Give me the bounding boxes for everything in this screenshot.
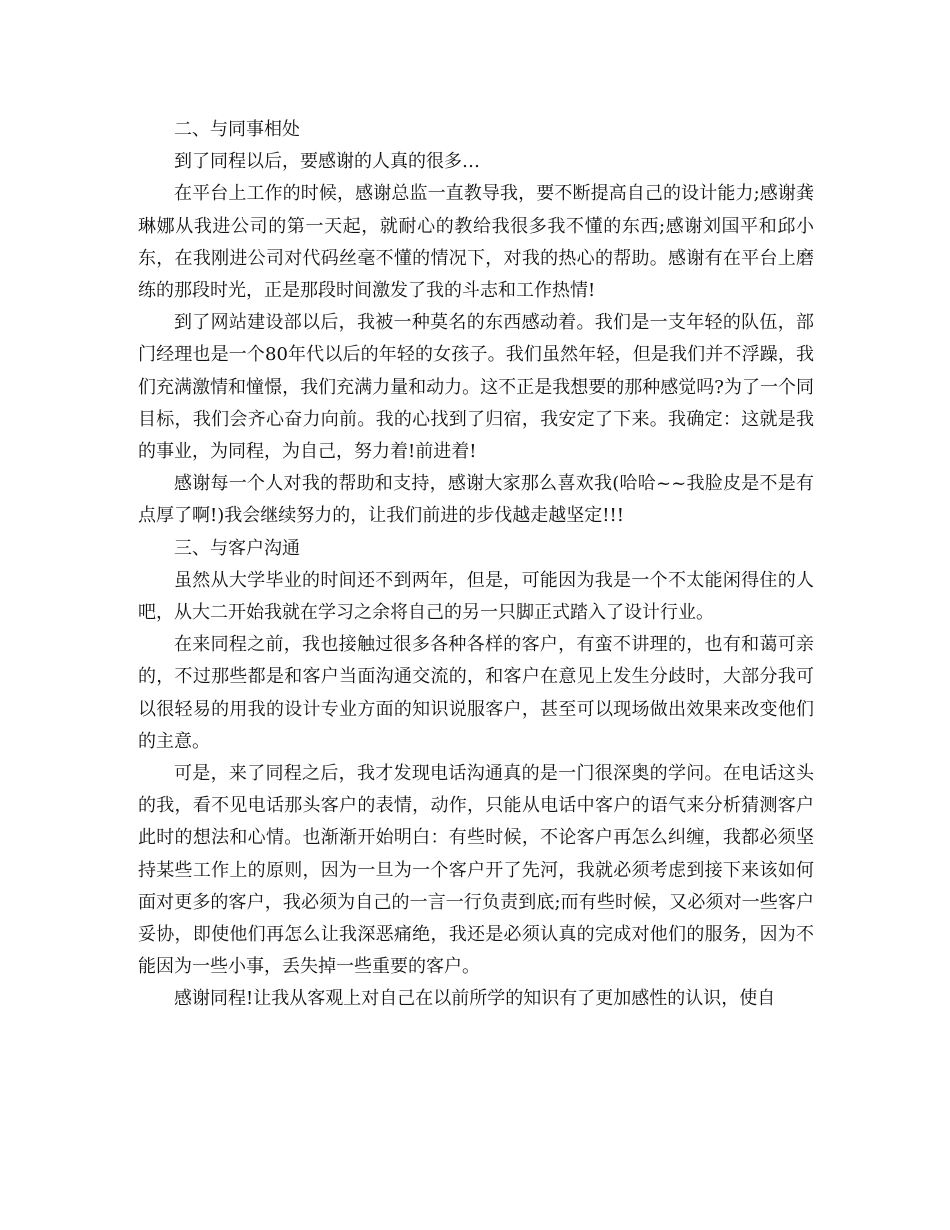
paragraph: 在平台上工作的时候，感谢总监一直教导我，要不断提高自己的设计能力;感谢龚琳娜从我进公司的第一天起，就耐心的教给我很多我不懂的东西;感谢刘国平和邱小东，在我刚进公司对代码丝毫不懂的情况下，对我的热心的帮助。感谢有在平台上磨练的那段时光，正是那段时间激发了我的斗志和工作热情! [138, 183, 814, 302]
paragraph: 到了同程以后，要感谢的人真的很多… [174, 151, 480, 173]
paragraph: 到了网站建设部以后，我被一种莫名的东西感动着。我们是一支年轻的队伍，部门经理也是一个80年代以后的年轻的女孩子。我们虽然年轻，但是我们并不浮躁，我们充满激情和憧憬，我们充满力量和动力。这不正是我想要的那种感觉吗?为了一个同目标，我们会齐心奋力向前。我的心找到了归宿，我安定了下来。我确定：这就是我的事业，为同程，为自己，努力着!前进着! [138, 312, 814, 463]
document-body [138, 114, 814, 1016]
paragraph: 在来同程之前，我也接触过很多各种各样的客户，有蛮不讲理的，也有和蔼可亲的，不过那些都是和客户当面沟通交流的，和客户在意见上发生分歧时，大部分我可以很轻易的用我的设计专业方面的知识说服客户，甚至可以现场做出效果来改变他们的主意。 [138, 634, 814, 752]
section-heading-colleagues: 二、与同事相处 [174, 119, 300, 140]
paragraph: 感谢同程!让我从客观上对自己在以前所学的知识有了更加感性的认识，使自 [174, 988, 776, 1010]
paragraph: 感谢每一个人对我的帮助和支持，感谢大家那么喜欢我(哈哈~~我脸皮是不是有点厚了啊!)我会继续努力的，让我们前进的步伐越走越坚定!!! [138, 473, 814, 527]
paragraph: 可是，来了同程之后，我才发现电话沟通真的是一门很深奥的学问。在电话这头的我，看不见电话那头客户的表情，动作，只能从电话中客户的语气来分析猜测客户此时的想法和心情。也渐渐开始明白：有些时候，不论客户再怎么纠缠，我都必须坚持某些工作上的原则，因为一旦为一个客户开了先河，我就必须考虑到接下来该如何面对更多的客户，我必须为自己的一言一行负责到底;而有些时候，又必须对一些客户妥协，即使他们再怎么让我深恶痛绝，我还是必须认真的完成对他们的服务，因为不能因为一些小事，丢失掉一些重要的客户。 [138, 763, 814, 978]
section-heading-customers: 三、与客户沟通 [174, 537, 300, 559]
paragraph: 虽然从大学毕业的时间还不到两年，但是，可能因为我是一个不太能闲得住的人吧，从大二开始我就在学习之余将自己的另一只脚正式踏入了设计行业。 [138, 569, 814, 624]
